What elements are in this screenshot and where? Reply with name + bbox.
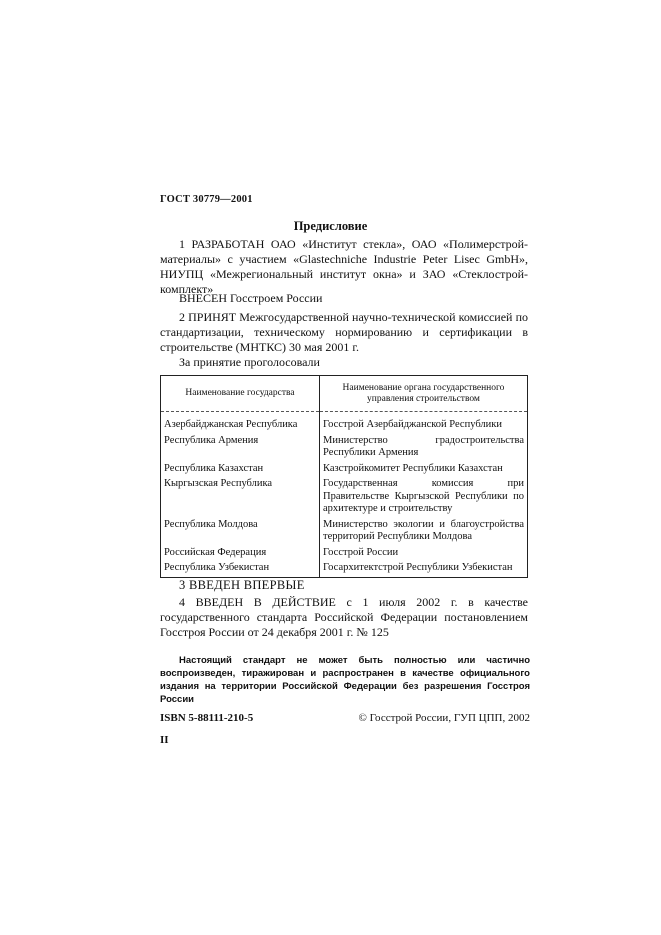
- paragraph-adopted-by: 2 ПРИНЯТ Межгосударственной научно-технической комиссией по стандартизации, техническому нормированию и сертификации в строительстве (МНТКС) 30 мая 2001 г.: [160, 310, 528, 354]
- authority-cell: Министерство градостроительства Республики Армения: [320, 434, 528, 462]
- voting-table: [160, 375, 528, 578]
- table-row: [161, 462, 528, 478]
- paragraph-effective-date: 4 ВВЕДЕН В ДЕЙСТВИЕ с 1 июля 2002 г. в качестве государственного стандарта Российской Федерации постановлением Госстроя России от 24 декабря 2001 г. № 125: [160, 595, 528, 639]
- copyright-line: © Госстрой России, ГУП ЦПП, 2002: [358, 712, 530, 724]
- state-cell: Республика Казахстан: [161, 462, 320, 478]
- state-cell: Республика Армения: [161, 434, 320, 462]
- table-row: [161, 561, 528, 577]
- section-title: Предисловие: [293, 219, 368, 233]
- document-code: ГОСТ 30779—2001: [160, 194, 253, 205]
- authority-cell: Казстройкомитет Республики Казахстан: [320, 462, 528, 478]
- table-header-row: [161, 376, 528, 412]
- copyright-notice: Настоящий стандарт не может быть полностью или частично воспроизведен, тиражирован и распространен в качестве официального издания на территории Российской Федерации без разрешения Госстроя России: [160, 655, 530, 705]
- column-header-authority: Наименование органа государственного управления строительством: [320, 376, 528, 412]
- state-cell: Кыргызская Республика: [161, 477, 320, 518]
- paragraph-submitted-by: ВНЕСЕН Госстроем России: [179, 291, 323, 305]
- state-cell: Республика Молдова: [161, 518, 320, 546]
- table-row: [161, 518, 528, 546]
- paragraph-developed-by: 1 РАЗРАБОТАН ОАО «Институт стекла», ОАО «Полимерстрой-материалы» с участием «Glastechniche Industrie Peter Lisec GmbH», НИУПЦ «Межрегиональный институт окна» и ЗАО «Стеклострой-комплект»: [160, 237, 528, 296]
- authority-cell: Государственная комиссия при Правительстве Кыргызской Республики по архитектуре и строительству: [320, 477, 528, 518]
- state-cell: Российская Федерация: [161, 546, 320, 562]
- page-number: II: [160, 734, 169, 746]
- authority-cell: Министерство экологии и благоустройства территорий Республики Молдова: [320, 518, 528, 546]
- table-row: [161, 477, 528, 518]
- table-row: [161, 418, 528, 434]
- state-cell: Республика Узбекистан: [161, 561, 320, 577]
- authority-cell: Госстрой Азербайджанской Республики: [320, 418, 528, 434]
- authority-cell: Госстрой России: [320, 546, 528, 562]
- paragraph-voted-for: За принятие проголосовали: [179, 355, 320, 369]
- state-cell: Азербайджанская Республика: [161, 418, 320, 434]
- isbn-number: ISBN 5-88111-210-5: [160, 712, 254, 724]
- paragraph-introduced-first: 3 ВВЕДЕН ВПЕРВЫЕ: [179, 578, 305, 592]
- authority-cell: Госархитектстрой Республики Узбекистан: [320, 561, 528, 577]
- table-row: [161, 434, 528, 462]
- column-header-state: Наименование государства: [161, 376, 320, 412]
- table-row: [161, 546, 528, 562]
